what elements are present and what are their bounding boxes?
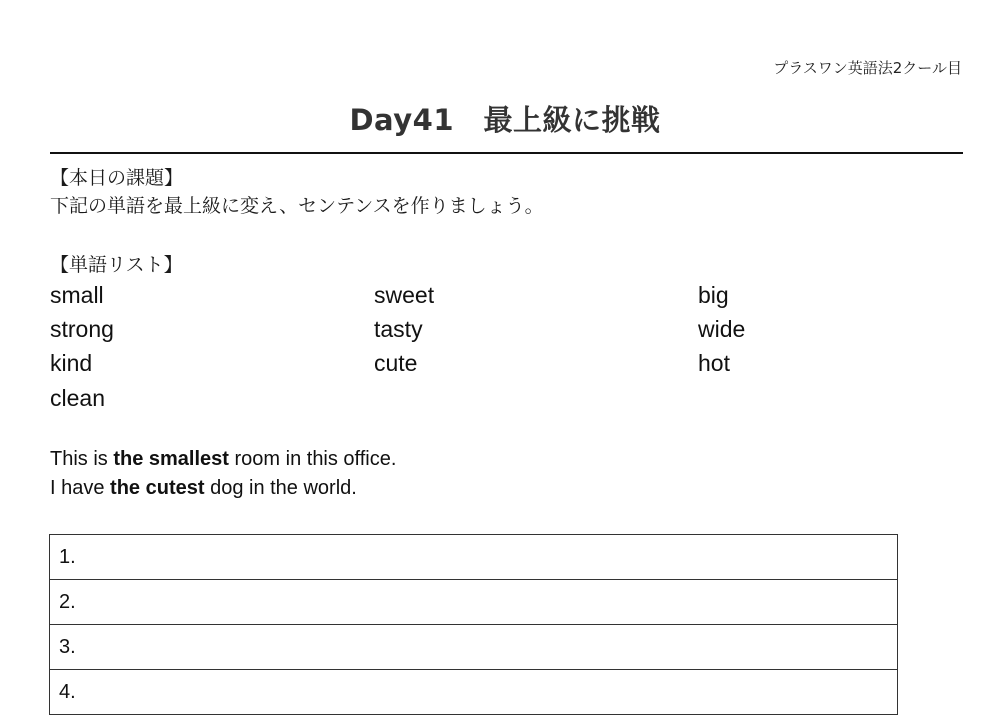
word-item: clean [50, 385, 105, 411]
example-sentence [50, 448, 396, 471]
table-row [50, 580, 898, 625]
example-highlight: the smallest [113, 448, 229, 470]
example-highlight: the cutest [110, 477, 205, 499]
word-item: sweet [374, 282, 435, 308]
word-item: cute [374, 350, 418, 376]
answer-cell[interactable]: 2. [50, 580, 898, 625]
word-item: kind [50, 350, 93, 376]
example-text: dog in the world. [204, 477, 357, 499]
table-row [50, 535, 898, 580]
word-list-heading: 【単語リスト】 [50, 254, 183, 276]
table-row [50, 625, 898, 670]
answer-cell[interactable]: 4. [50, 670, 898, 715]
word-item: hot [698, 350, 730, 376]
example-text: I have [50, 477, 111, 499]
answer-cell[interactable]: 3. [50, 625, 898, 670]
word-item: wide [698, 316, 746, 342]
answer-table [49, 534, 898, 715]
word-item: small [50, 282, 104, 308]
word-item: tasty [374, 316, 423, 342]
page-title: Day41 最上級に挑戦 [349, 103, 661, 137]
title-divider [50, 152, 963, 154]
course-label: プラスワン英語法2クール目 [773, 59, 962, 77]
example-text: room in this office. [228, 448, 397, 470]
table-row [50, 670, 898, 715]
word-item: strong [50, 316, 114, 342]
word-item: big [698, 282, 729, 308]
example-text: This is [50, 448, 114, 470]
task-heading: 【本日の課題】 [50, 167, 184, 189]
example-sentence [50, 477, 357, 500]
answer-cell[interactable]: 1. [50, 535, 898, 580]
task-instruction: 下記の単語を最上級に変え、センテンスを作りましょう。 [50, 195, 544, 217]
